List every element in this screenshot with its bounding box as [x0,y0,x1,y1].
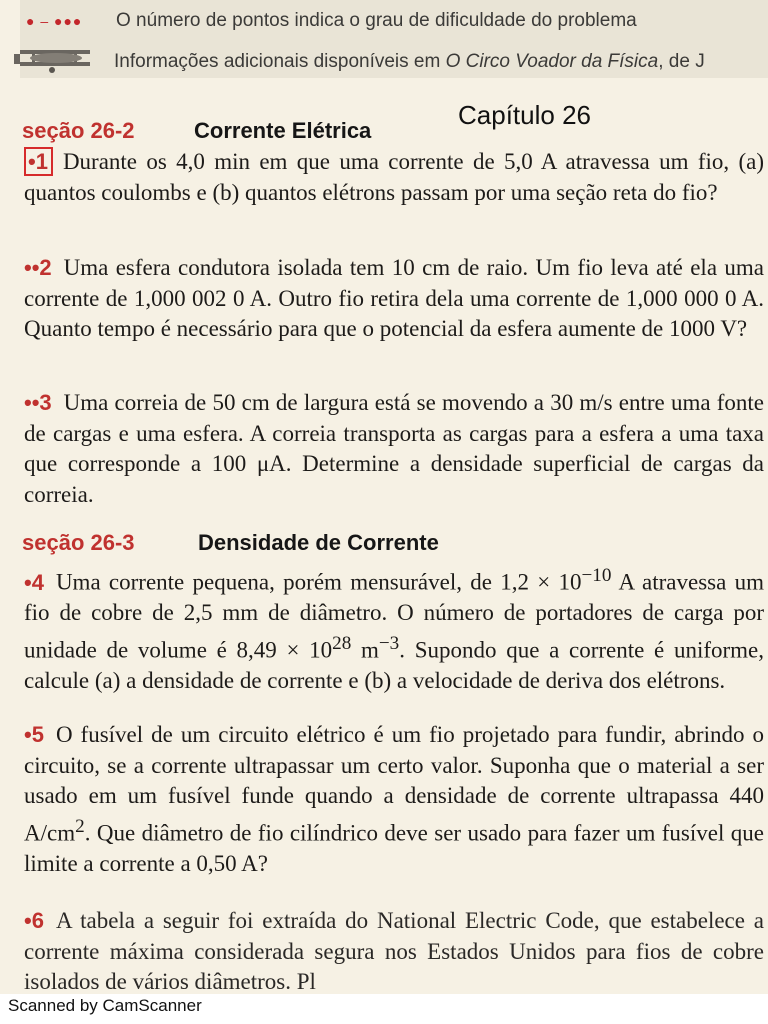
section-title: Corrente Elétrica [194,118,372,143]
problem-text: O fusível de um circuito elétrico é um fio projetado para fundir, abrindo o circuito, se a corrente ultrapassar um certo valor. Suponha que o material a ser usado em um fusível funde quando a densidade de corrente ultrapassa 440 A/cm [24,722,764,846]
chapter-label: Capítulo 26 [458,100,591,130]
superscript: −3 [378,632,400,654]
section-title: Densidade de Corrente [198,530,439,555]
problem-text: A atravessa um fio de cobre de 2,5 mm de diâmetro. O número de portadores de carga por unidade de volume é 8,49 × 10 [24,569,764,663]
problem-4 [24,561,764,696]
problem-text: . Supondo que a corrente é uniforme, calcule (a) a densidade de corrente e (b) a velocidade de deriva dos elétrons. [24,637,765,693]
section-number: seção 26-3 [22,530,135,555]
difficulty-dots-icon: ● – ●●● [26,13,83,29]
section-heading [22,530,439,556]
legend-info-prefix: Informações adicionais disponíveis em [114,51,446,72]
problem-text: Durante os 4,0 min em que uma corrente de 5,0 A atravessa um fio, (a) quantos coulombs e (b) quantos elétrons passam por uma seção reta do fio? [24,149,764,205]
difficulty-legend [20,0,768,78]
problem-2 [24,253,764,345]
biplane-icon [12,44,122,80]
superscript: −10 [581,565,612,586]
legend-dots-text: O número de pontos indica o grau de dificuldade do problema [116,10,637,31]
problem-3 [24,388,764,510]
problem-text: Uma corrente pequena, porém mensurável, de 1,2 × 10 [55,569,582,595]
problem-number: •5 [24,722,44,747]
legend-dots-row [20,10,637,32]
legend-info-suffix: , de J [658,51,705,72]
problem-text: A tabela a seguir foi extraída do National Electric Code, que estabelece a corrente máxima considerada segura nos Estados Unidos para fios de cobre isolados de vários diâmetros. Pl [24,908,764,994]
problem-number: ••3 [24,390,52,415]
problem-6 [24,906,764,998]
problem-1 [24,147,764,208]
problem-number: •6 [24,908,44,933]
superscript: 2 [75,815,85,837]
scanner-watermark: Scanned by CamScanner [0,994,768,1024]
problem-text: . Que diâmetro de fio cilíndrico deve ser usado para fazer um fusível que limite a corrente a 0,50 A? [24,820,764,876]
superscript: 28 [332,632,352,654]
problem-text: Uma correia de 50 cm de largura está se movendo a 30 m/s entre uma fonte de cargas e uma esfera. A correia transporta as cargas para a esfera a uma taxa que corresponde a 100 μA. Determine a densidade superficial de cargas da correia. [24,390,764,507]
problem-number: ••2 [24,255,52,280]
legend-info-row [20,44,705,80]
problem-number: •4 [24,569,44,595]
section-number: seção 26-2 [22,118,135,143]
section-heading [22,118,372,144]
problem-number: •1 [24,147,53,176]
problem-text: Uma esfera condutora isolada tem 10 cm de raio. Um fio leva até ela uma corrente de 1,000 002 0 A. Outro fio retira dela uma corrente de 1,000 000 0 A. Quanto tempo é necessário para que o potencial da esfera aumente de 1000 V? [24,255,764,341]
legend-info-book: O Circo Voador da Física [445,51,659,72]
problem-5 [24,720,764,879]
problem-text: m [351,637,379,663]
